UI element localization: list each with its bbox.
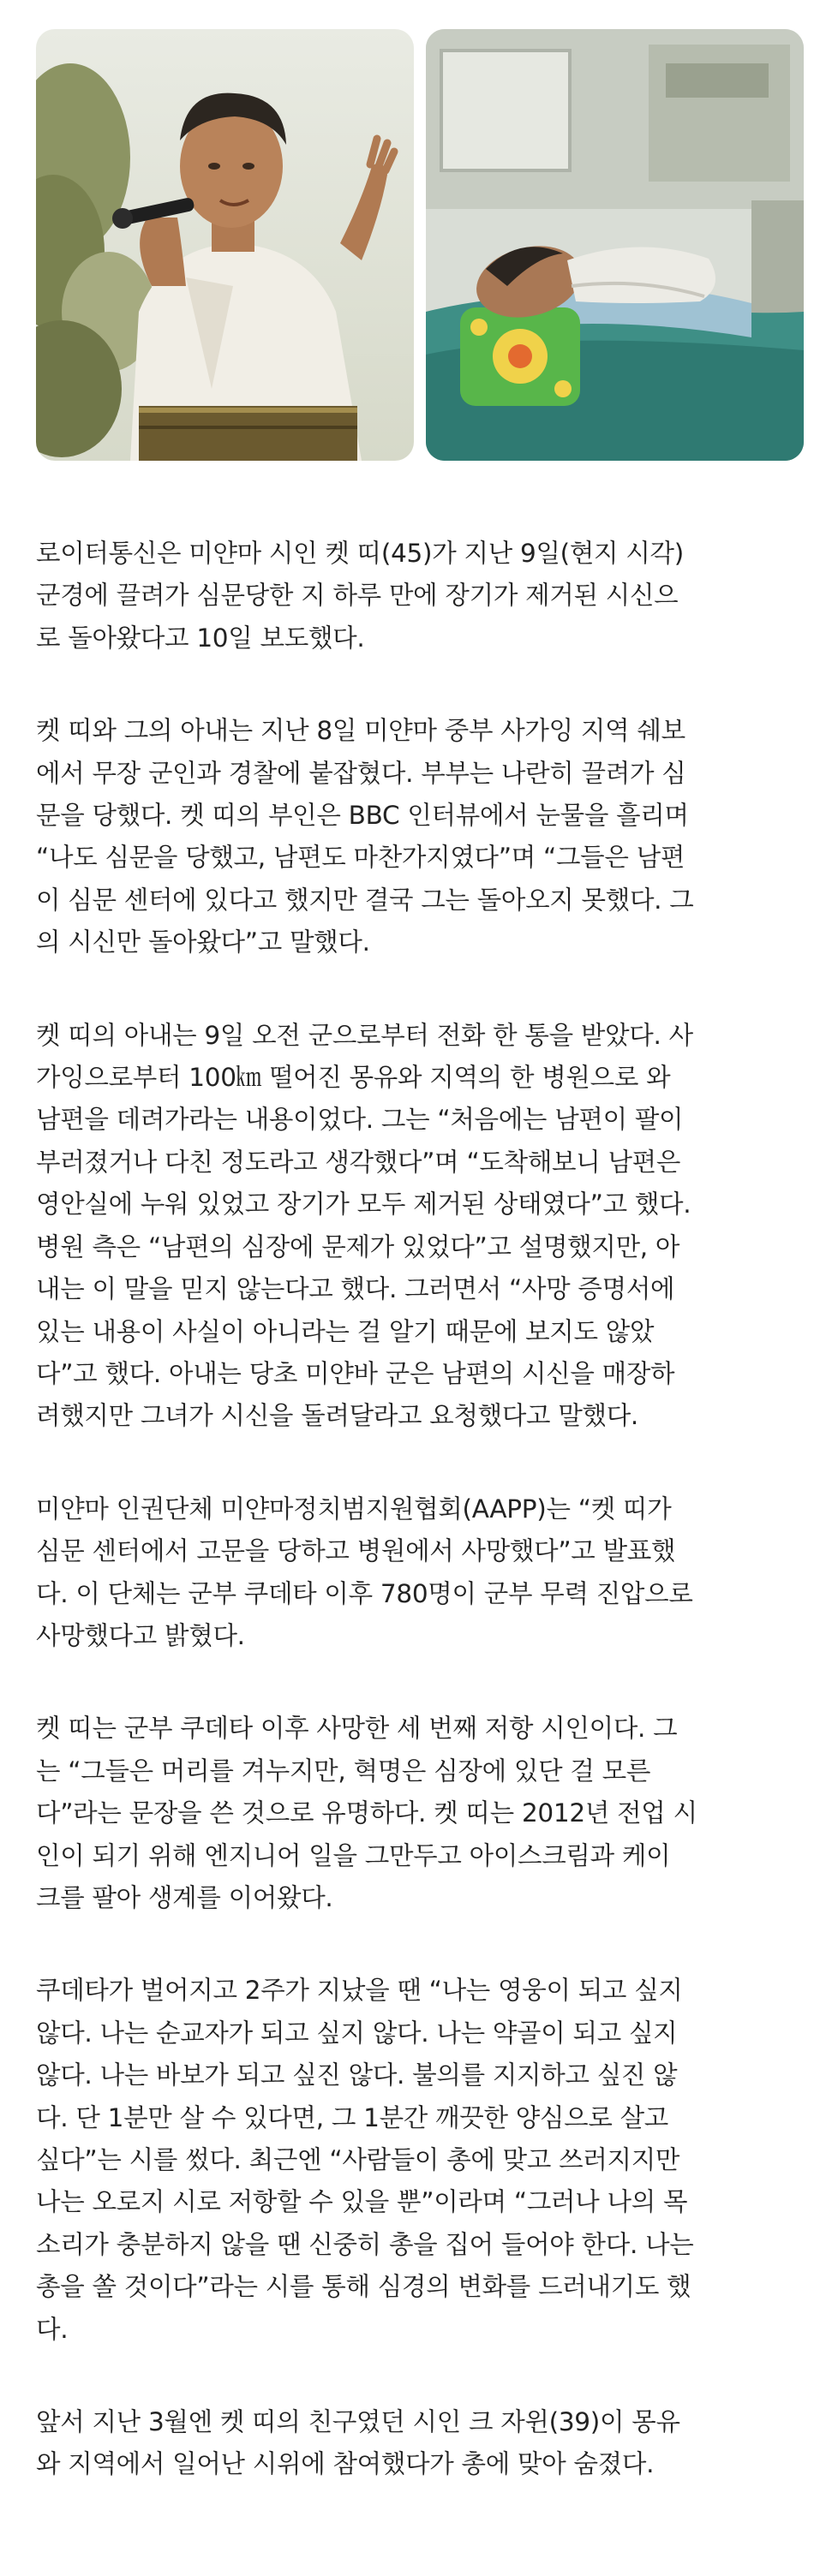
photo-strip (36, 29, 804, 461)
article-paragraph: 미얀마 인권단체 미얀마정치범지원협회(AAPP)는 “켓 띠가 심문 센터에서 고문을 당하고 병원에서 사망했다”고 발표했 다. 이 단체는 군부 쿠데타 이후 780명이 군부 무력 진압으로 사망했다고 밝혔다. (36, 1494, 693, 1650)
article-body (36, 533, 799, 2537)
poet-speaking-microphone-photo-icon (36, 29, 414, 461)
article-paragraph: 켓 띠는 군부 쿠데타 이후 사망한 세 번째 저항 시인이다. 그 는 “그들은 머리를 겨누지만, 혁명은 심장에 있단 걸 모른 다”라는 문장을 쓴 것으로 유명하다. 켓 띠는 2012년 전업 시 인이 되기 위해 엔지니어 일을 그만두고 아이스크림과 케이 크를 팔아 생계를 이어왔다. (36, 1714, 697, 1912)
article-paragraph: 앞서 지난 3월엔 켓 띠의 친구였던 시인 크 자윈(39)이 몽유 와 지역에서 일어난 시위에 참여했다가 총에 맞아 숨졌다. (36, 2407, 680, 2479)
poet-speaking-photo (36, 29, 414, 461)
article-paragraph: 쿠데타가 벌어지고 2주가 지났을 땐 “나는 영웅이 되고 싶지 않다. 나는 순교자가 되고 싶지 않다. 나는 약골이 되고 싶지 않다. 나는 바보가 되고 싶진 않다. 불의를 지지하고 싶진 않 다. 단 1분만 살 수 있다면, 그 1분간 깨끗한 양심으로 살고 싶다”는 시를 썼다. 최근엔 “사람들이 총에 맞고 쓰러지지만 나는 오로지 시로 저항할 수 있을 뿐”이라며 “그러나 나의 목 소리가 충분하지 않을 땐 신중히 총을 집어 들어야 한다. 나는 총을 쏠 것이다”라는 시를 통해 심경의 변화를 드러내기도 했 다. (36, 1976, 694, 2344)
article-paragraph: 로이터통신은 미얀마 시인 켓 띠(45)가 지난 9일(현지 시각) 군경에 끌려가 심문당한 지 하루 만에 장기가 제거된 시신으 로 돌아왔다고 10일 보도했다. (36, 539, 684, 653)
article-paragraph: 켓 띠와 그의 아내는 지난 8일 미얀마 중부 사가잉 지역 쉐보 에서 무장 군인과 경찰에 붙잡혔다. 부부는 나란히 끌려가 심 문을 당했다. 켓 띠의 부인은 BBC 인터뷰에서 눈물을 흘리며 “나도 심문을 당했고, 남편도 마찬가지였다”며 “그들은 남편 이 심문 센터에 있다고 했지만 결국 그는 돌아오지 못했다. 그 의 시신만 돌아왔다”고 말했다. (36, 716, 694, 957)
poet-stretcher-photo (426, 29, 804, 461)
poet-body-on-stretcher-photo-icon (426, 29, 804, 461)
article-paragraph: 켓 띠의 아내는 9일 오전 군으로부터 전화 한 통을 받았다. 사 가잉으로부터 100㎞ 떨어진 몽유와 지역의 한 병원으로 와 남편을 데려가라는 내용이었다. 그는 “처음에는 남편이 팔이 부러졌거나 다친 정도라고 생각했다”며 “도착해보니 남편은 영안실에 누워 있었고 장기가 모두 제거된 상태였다”고 했다. 병원 측은 “남편의 심장에 문제가 있었다”고 설명했지만, 아 내는 이 말을 믿지 않는다고 했다. 그러면서 “사망 증명서에 있는 내용이 사실이 아니라는 걸 알기 때문에 보지도 않았 다”고 했다. 아내는 당초 미얀바 군은 남편의 시신을 매장하 려했지만 그녀가 시신을 돌려달라고 요청했다고 말했다. (36, 1020, 693, 1431)
